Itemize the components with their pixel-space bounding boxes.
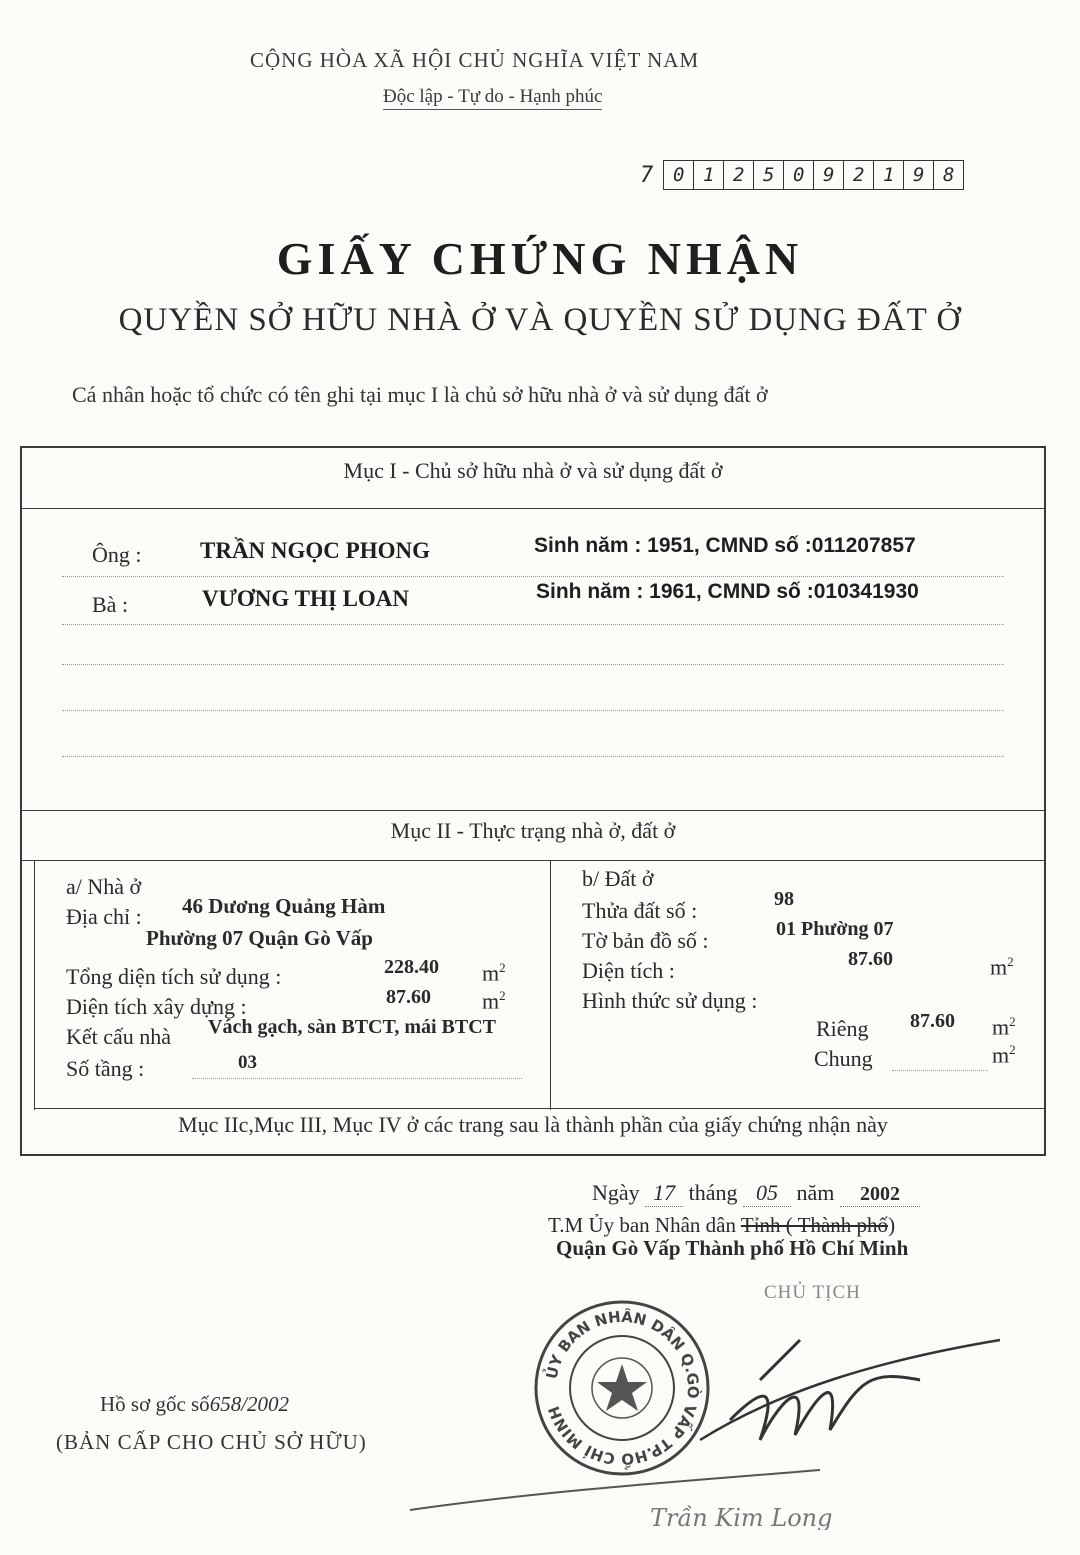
serial-digit: 2 xyxy=(724,161,754,189)
dotted-line xyxy=(192,1078,522,1079)
divider xyxy=(22,508,1044,509)
private-value: 87.60 xyxy=(910,1010,955,1032)
floors-label: Số tầng : xyxy=(66,1056,145,1081)
dotted-line xyxy=(892,1070,988,1071)
address-label: Địa chỉ : xyxy=(66,904,142,929)
serial-number xyxy=(640,160,964,190)
build-area-label: Diện tích xây dựng : xyxy=(66,994,247,1019)
copy-note: (BẢN CẤP CHO CHỦ SỞ HỮU) xyxy=(56,1430,367,1454)
build-area-value: 87.60 xyxy=(386,986,431,1008)
usage-label: Hình thức sử dụng : xyxy=(582,988,758,1013)
private-unit: $m^2$ xyxy=(992,1014,1016,1040)
dotted-line xyxy=(62,664,1004,665)
section2-heading: Mục II - Thực trạng nhà ở, đất ở xyxy=(390,818,676,843)
serial-digit: 8 xyxy=(943,164,955,186)
land-label: b/ Đất ở xyxy=(582,866,654,891)
divider xyxy=(22,810,1044,811)
dotted-line xyxy=(62,710,1004,711)
land-area-unit: $m^2$ xyxy=(990,954,1014,980)
svg-text:ỦY BAN NHÂN DÂN Q.GÒ VẤP TP.HỒ: ỦY BAN NHÂN DÂN Q.GÒ VẤP TP.HỒ CHÍ MINH xyxy=(542,1307,703,1469)
build-area-unit: $m^2$ xyxy=(482,988,506,1014)
serial-digit: 5 xyxy=(754,161,784,189)
house-label: a/ Nhà ở xyxy=(66,874,142,899)
divider xyxy=(22,860,1044,861)
date-year: 2002 xyxy=(840,1183,920,1207)
total-area-value: 228.40 xyxy=(384,956,439,978)
serial-digit: 9 xyxy=(904,161,934,189)
land-area-value: 87.60 xyxy=(848,948,893,970)
owner1-title: Ông : xyxy=(92,542,142,567)
serial-prefix: 7 xyxy=(640,162,654,188)
total-area-label: Tổng diện tích sử dụng : xyxy=(66,964,282,989)
authority-line2: Quận Gò Vấp Thành phố Hồ Chí Minh xyxy=(556,1236,909,1260)
owner1-info: Sinh năm : 1951, CMND số :011207857 xyxy=(534,534,916,557)
lot-label: Thửa đất số : xyxy=(582,898,698,923)
issue-date: Ngày 17 tháng 05 năm 2002 xyxy=(592,1180,920,1207)
structure-value: Vách gạch, sàn BTCT, mái BTCT xyxy=(208,1016,497,1038)
map-value: 01 Phường 07 xyxy=(776,918,894,940)
inner-left-border xyxy=(34,860,35,1110)
chairman-title: CHỦ TỊCH xyxy=(764,1282,861,1303)
address-line1: 46 Dương Quảng Hàm xyxy=(182,894,386,918)
serial-digit: 0 xyxy=(664,161,694,189)
motto: Độc lập - Tự do - Hạnh phúc xyxy=(383,86,602,108)
map-label: Tờ bản đồ số : xyxy=(582,928,709,953)
owner1-name: TRẦN NGỌC PHONG xyxy=(200,538,430,563)
lot-value: 98 xyxy=(774,888,794,910)
serial-digit: 9 xyxy=(814,161,844,189)
owner2-info: Sinh năm : 1961, CMND số :010341930 xyxy=(536,580,919,603)
record-number: Hồ sơ gốc số658/2002 xyxy=(100,1392,290,1416)
authority-line1: T.M Ủy ban Nhân dân Tỉnh ( Thành phố) xyxy=(548,1213,896,1237)
section1-heading: Mục I - Chủ sở hữu nhà ở và sử dụng đất ở xyxy=(343,458,723,483)
shared-unit: $m^2$ xyxy=(992,1042,1016,1068)
serial-digit: 1 xyxy=(874,161,904,189)
divider xyxy=(34,1108,1044,1109)
certificate-table xyxy=(20,446,1046,1156)
address-line2: Phường 07 Quận Gò Vấp xyxy=(146,926,373,950)
document-title: GIẤY CHỨNG NHẬN xyxy=(276,233,804,284)
date-day: 17 xyxy=(645,1180,683,1207)
floors-value: 03 xyxy=(238,1052,257,1073)
signer-name: Trần Kim Long xyxy=(650,1504,833,1530)
serial-digit: 2 xyxy=(844,161,874,189)
serial-digit: 1 xyxy=(694,161,724,189)
footer-note: Mục IIc,Mục III, Mục IV ở các trang sau là thành phần của giấy chứng nhận này xyxy=(178,1112,888,1137)
land-area-label: Diện tích : xyxy=(582,958,675,983)
serial-boxes xyxy=(663,160,964,190)
dotted-line xyxy=(62,576,1004,577)
owner2-name: VƯƠNG THỊ LOAN xyxy=(202,586,410,611)
date-month: 05 xyxy=(743,1180,791,1207)
signature xyxy=(400,1330,1020,1530)
column-divider xyxy=(550,860,551,1110)
private-label: Riêng xyxy=(816,1016,869,1041)
total-area-unit: $m^2$ xyxy=(482,960,506,986)
nation-header: CỘNG HÒA XÃ HỘI CHỦ NGHĨA VIỆT NAM xyxy=(250,48,700,72)
owner2-title: Bà : xyxy=(92,592,129,617)
intro-text: Cá nhân hoặc tổ chức có tên ghi tại mục I là chủ sở hữu nhà ở và sử dụng đất ở xyxy=(72,382,768,407)
document-subtitle: QUYỀN SỞ HỮU NHÀ Ở VÀ QUYỀN SỬ DỤNG ĐẤT Ở xyxy=(118,302,962,338)
dotted-line xyxy=(62,624,1004,625)
structure-label: Kết cấu nhà xyxy=(66,1024,172,1049)
serial-digit: 0 xyxy=(784,161,814,189)
dotted-line xyxy=(62,756,1004,757)
shared-label: Chung xyxy=(814,1046,873,1071)
